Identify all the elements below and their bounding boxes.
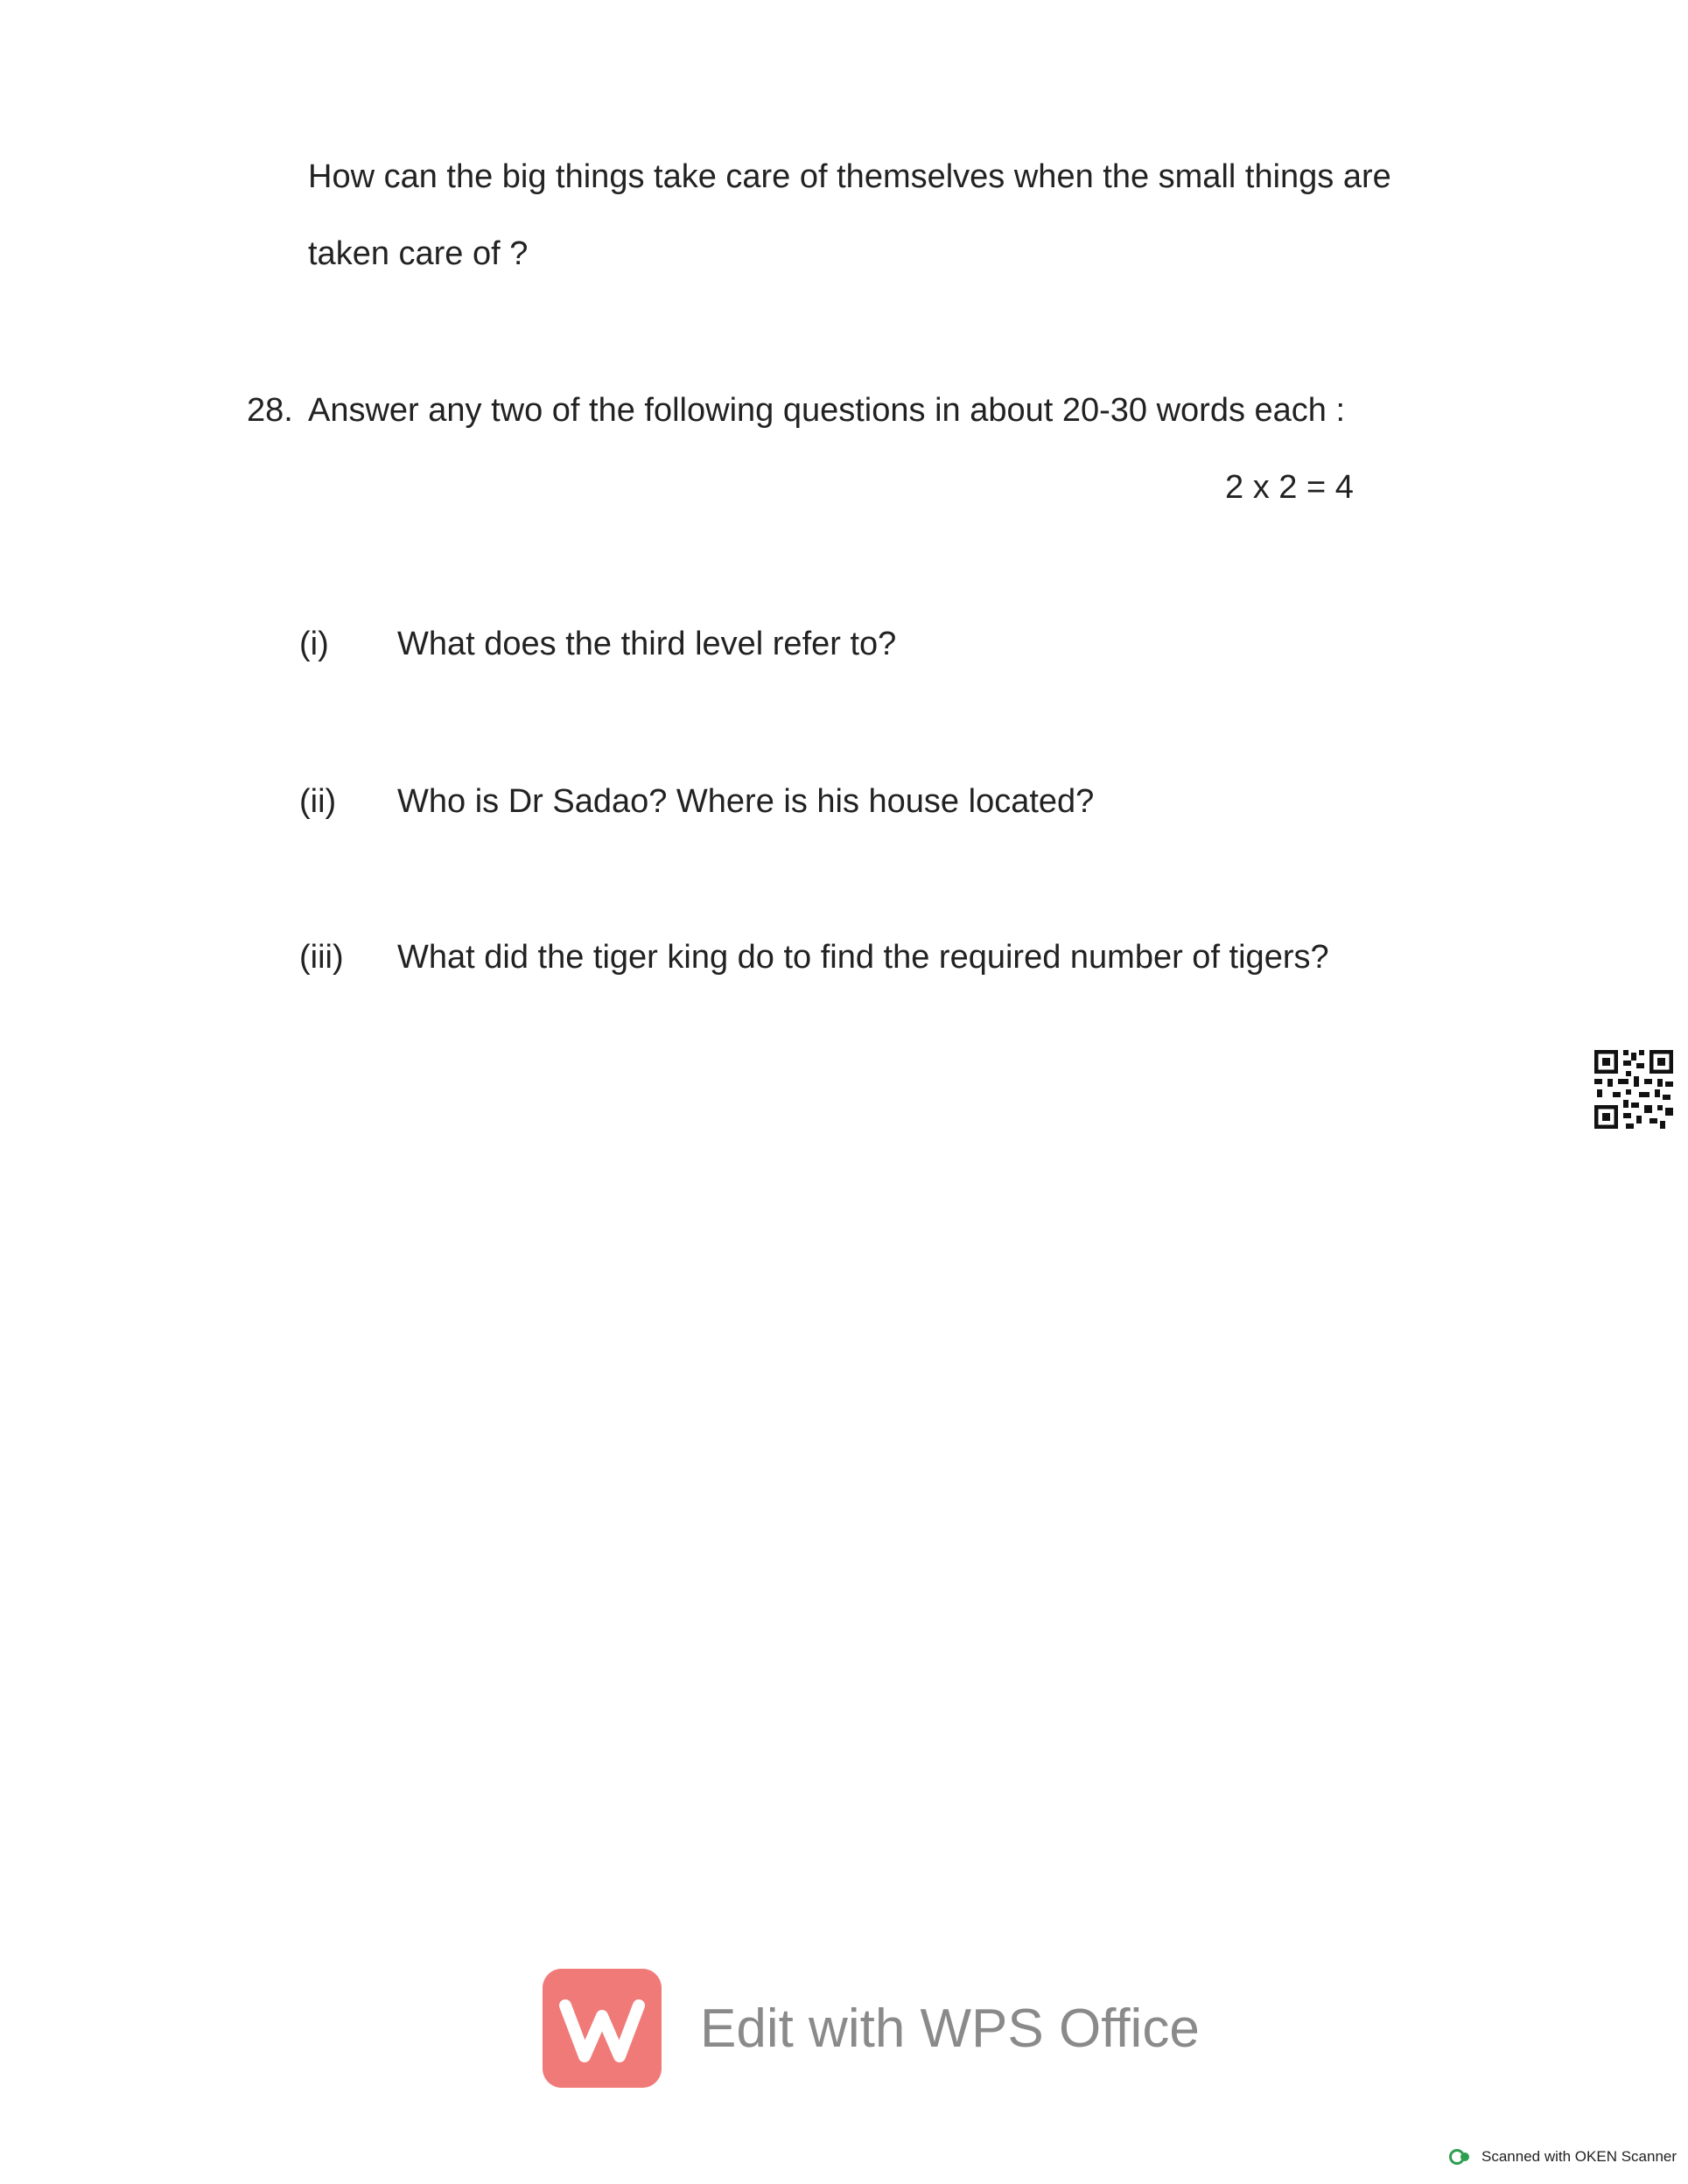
sub-question-text-iii: What did the tiger king do to find the required number of tigers? [397,939,1329,976]
oken-scanner-logo-icon [1449,2149,1472,2165]
question-text: Answer any two of the following questions in about 20-30 words each : [308,392,1346,429]
question-number: 28. [247,392,293,429]
qr-code-icon [1594,1050,1673,1129]
sub-question-label-iii: (iii) [299,939,344,976]
wps-office-logo-icon [543,1969,662,2088]
sub-question-label-i: (i) [299,626,329,662]
intro-line-1: How can the big things take care of themselves when the small things are [308,158,1391,195]
marks-allocation: 2 x 2 = 4 [1225,469,1354,506]
scanner-footer-text: Scanned with OKEN Scanner [1481,2148,1677,2165]
wps-watermark-text: Edit with WPS Office [700,1998,1200,2059]
sub-question-text-ii: Who is Dr Sadao? Where is his house located? [397,783,1095,820]
intro-line-2: taken care of ? [308,235,529,272]
sub-question-label-ii: (ii) [299,783,337,820]
sub-question-text-i: What does the third level refer to? [397,626,897,662]
